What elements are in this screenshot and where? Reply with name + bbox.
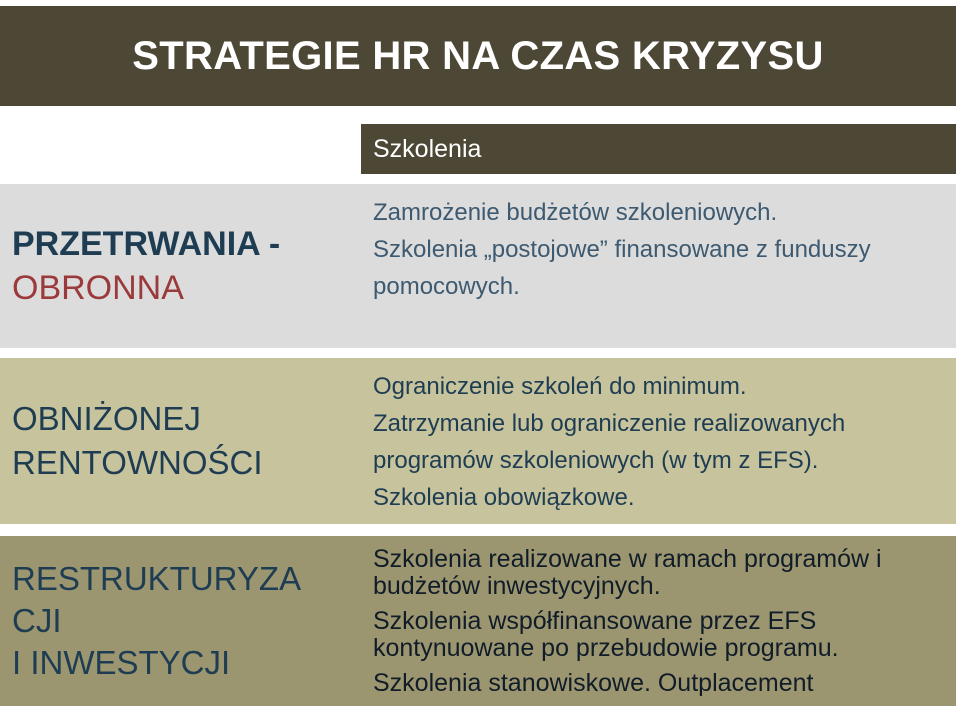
row-label (12, 358, 352, 524)
row-label-line: I INWESTYCJI (12, 644, 231, 681)
content-line: Szkolenia realizowane w ramach programów i budżetów inwestycyjnych. (373, 545, 882, 600)
strategy-row-survival (0, 184, 956, 348)
content-line: Ograniczenie szkoleń do minimum. (373, 373, 747, 400)
row-label-line-accent: OBRONNA (12, 269, 184, 307)
column-header-label: Szkolenia (373, 134, 482, 163)
row-content (373, 184, 948, 358)
row-content (373, 358, 948, 534)
strategy-row-restructuring (0, 536, 956, 706)
column-header (361, 124, 956, 174)
title-bar (0, 6, 956, 106)
strategy-row-reduced-profitability (0, 358, 956, 524)
content-line: Szkolenia stanowiskowe. Outplacement (373, 669, 814, 697)
content-line: Szkolenia „postojowe” finansowane z funduszy pomocowych. (373, 236, 871, 300)
content-line: Szkolenia obowiązkowe. (373, 484, 635, 511)
row-label (12, 536, 352, 706)
page-title: STRATEGIE HR NA CZAS KRYZYSU (132, 33, 824, 78)
row-label-line: CJI (12, 602, 62, 639)
row-content (373, 536, 948, 716)
row-label-line: RENTOWNOŚCI (12, 444, 263, 481)
content-line: Zamrożenie budżetów szkoleniowych. (373, 199, 778, 226)
content-line: Szkolenia współfinansowane przez EFS kontynuowane po przebudowie programu. (373, 607, 839, 662)
content-line: Zatrzymanie lub ograniczenie realizowanych programów szkoleniowych (w tym z EFS). (373, 410, 846, 474)
row-label-line: OBNIŻONEJ (12, 400, 201, 437)
row-label-line: RESTRUKTURYZA (12, 560, 302, 597)
row-label (12, 184, 352, 348)
row-label-line: PRZETRWANIA - (12, 225, 281, 263)
